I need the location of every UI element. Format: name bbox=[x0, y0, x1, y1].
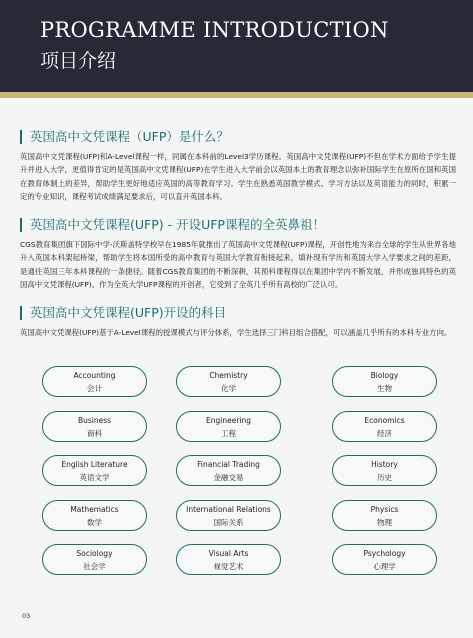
page-subtitle: 项目介绍 bbox=[40, 50, 117, 72]
subject-name-zh: 物理 bbox=[377, 517, 392, 527]
section-text-subjects: 英国高中文凭课程(UFP)基于A-Level课程的授课模式与评分体系，学生选择三门科目组合搭配，可以涵盖几乎所有的本科专业方向。 bbox=[20, 328, 452, 337]
subject-name-en: Visual Arts bbox=[208, 549, 249, 558]
subject-name-zh: 化学 bbox=[221, 384, 236, 393]
subject-name-zh: 工程 bbox=[221, 428, 236, 438]
subject-name-zh: 数学 bbox=[87, 517, 102, 527]
subject-name-en: Biology bbox=[370, 371, 399, 380]
subject-pill bbox=[332, 411, 437, 442]
subject-pill bbox=[332, 500, 437, 531]
subject-pill bbox=[42, 411, 147, 442]
subject-name-en: Chemistry bbox=[209, 371, 248, 380]
subject-name-en: Accounting bbox=[73, 371, 116, 380]
subject-name-en: International Relations bbox=[186, 504, 271, 514]
subject-pill bbox=[332, 455, 437, 486]
subject-pill bbox=[42, 455, 147, 486]
subject-name-zh: 生物 bbox=[377, 384, 392, 393]
subject-pill bbox=[176, 366, 281, 397]
subject-pill bbox=[176, 411, 281, 442]
subject-name-zh: 英语文学 bbox=[79, 473, 110, 482]
subject-name-en: History bbox=[371, 460, 398, 469]
subject-name-en: Economics bbox=[364, 415, 405, 425]
page-number: 03 bbox=[22, 612, 31, 620]
section-text-what-is-ufp: 英国高中文凭课程(UFP)和A-Level课程一样，同属在本科前的Level3学历课程。英国高中文凭课程(UFP)不但在学术方面给予学生提升并进入大学，更值得肯定的是英国高中文凭课程(UFP)在学生进入大学前会以英国本土的教育理念以弥补国际学生在原所在国和英国在教育体制上的差异，帮助学生更好地适应英国的高等教育学习。学生在熟悉英国教学模式、学习方法以及英语能力的同时，积累一定的专业知识，课程考试成绩满足要求后，可以直升英国本科。 bbox=[20, 152, 456, 202]
subject-name-zh: 国际关系 bbox=[213, 517, 244, 527]
subject-name-en: Physics bbox=[370, 504, 399, 514]
subject-name-en: Engineering bbox=[206, 415, 251, 425]
subject-name-en: Psychology bbox=[363, 549, 406, 558]
subject-name-en: Mathematics bbox=[70, 504, 119, 514]
subject-pill bbox=[176, 544, 281, 575]
subject-name-en: English Literature bbox=[61, 460, 128, 469]
subject-name-zh: 经济 bbox=[377, 428, 392, 438]
subject-name-zh: 商科 bbox=[87, 428, 102, 438]
section-heading-subjects: 英国高中文凭课程(UFP)开设的科目 bbox=[20, 306, 226, 320]
subject-name-zh: 社会学 bbox=[83, 562, 106, 571]
section-heading-ufp-origin: 英国高中文凭课程(UFP) - 开设UFP课程的全英鼻祖！ bbox=[20, 218, 325, 232]
section-text-ufp-origin: CGS教育集团旗下国际中学-沃斯盖特学校早在1985年就推出了英国高中文凭课程(UFP)课程，开创性地为来自全球的学生从世界各地升入英国本科架起桥梁，帮助学生将本国所受的高中教育与英国大学教育衔接起来，填补现有学历和英国大学入学要求之间的差距，是通往英国三年本科课程的一条捷径。随着CGS教育集团的不断深耕，其预科课程得以在集团中学内不断发展，并形成独具特色的英国高中文凭课程(UFP)。作为全英大学UFP课程的开创者，它受到了全英几乎所有高校的广泛认可。 bbox=[20, 240, 456, 290]
subject-pill bbox=[42, 366, 147, 397]
subject-name-zh: 金融交易 bbox=[213, 473, 244, 482]
subject-name-zh: 会计 bbox=[87, 384, 102, 393]
subject-name-zh: 心理学 bbox=[373, 562, 396, 571]
subject-name-en: Financial Trading bbox=[197, 460, 260, 469]
subject-pill bbox=[332, 544, 437, 575]
section-heading-what-is-ufp: 英国高中文凭课程（UFP）是什么？ bbox=[20, 130, 229, 144]
subject-name-en: Sociology bbox=[76, 549, 113, 558]
subject-pill bbox=[42, 500, 147, 531]
subject-name-zh: 历史 bbox=[377, 473, 392, 482]
subject-pill bbox=[176, 455, 281, 486]
subject-name-zh: 视觉艺术 bbox=[213, 562, 244, 571]
accent-divider bbox=[0, 92, 473, 98]
subject-pill bbox=[176, 500, 281, 531]
page-header bbox=[0, 0, 473, 92]
page-title: PROGRAMME INTRODUCTION bbox=[40, 18, 389, 42]
subject-pill bbox=[332, 366, 437, 397]
subject-pill bbox=[42, 544, 147, 575]
subject-name-en: Business bbox=[77, 415, 112, 425]
